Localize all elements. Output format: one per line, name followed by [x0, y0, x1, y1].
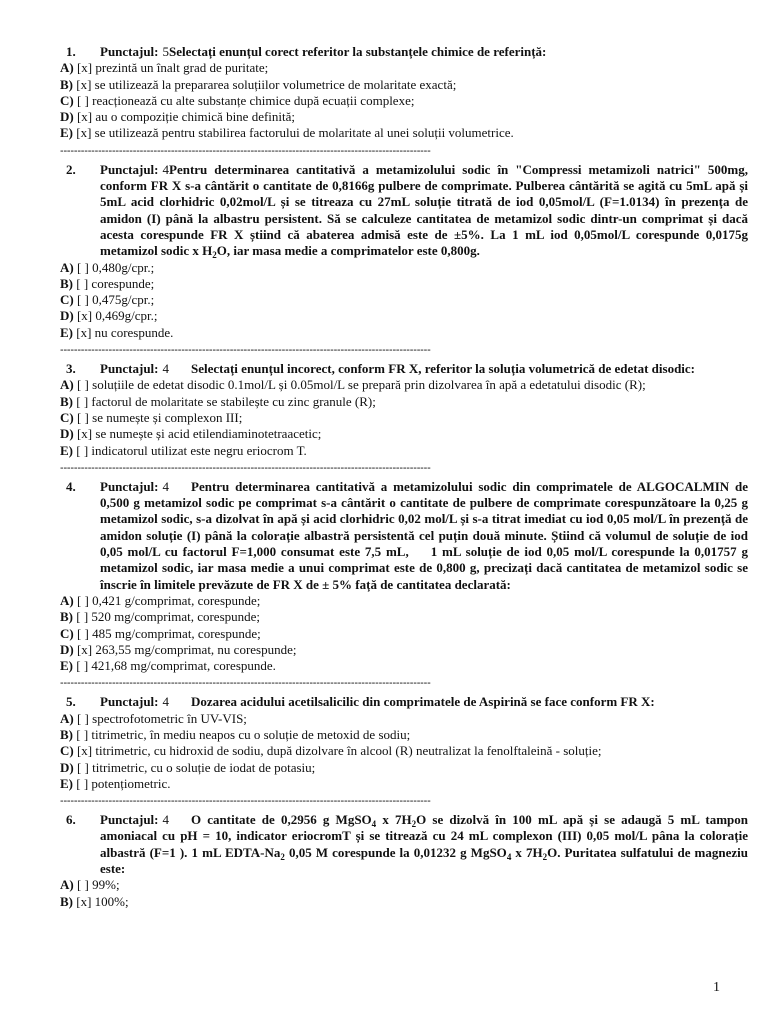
points-value: 4 [162, 361, 169, 377]
question-5-statement [60, 694, 748, 710]
option-e: E) [x] nu corespunde. [60, 324, 174, 340]
subscript: 4 [506, 851, 512, 862]
option-d: D) [ ] titrimetric, cu o soluție de iodat de potasiu; [60, 759, 316, 775]
points-value: 4 [162, 812, 169, 828]
points-label: Punctajul: [100, 694, 159, 710]
separator-line: ----------------------------------------------------------------------------------------------------------- [60, 795, 431, 808]
question-3 [60, 361, 748, 459]
question-text: Selectați enunțul incorect, conform FR X, referitor la soluția volumetrică de edetat disodic: [191, 361, 696, 377]
option-d: D) [x] au o compoziție chimică bine definită; [60, 109, 296, 125]
points-label: Punctajul: [100, 161, 159, 177]
question-number: 1. [66, 44, 76, 59]
option-d: D) [x] se numește și acid etilendiaminotetraacetic; [60, 426, 322, 442]
question-text-cont: O. Puritatea sulfatului de magneziu este: [100, 844, 748, 877]
question-number: 4. [66, 478, 76, 494]
option-c: C) [ ] reacționează cu alte substanțe chimice după ecuații complexe; [60, 92, 415, 108]
option-c: C) [x] titrimetric, cu hidroxid de sodiu, după dizolvare în alcool (R) neutralizat la fenolftaleină - soluție; [60, 743, 602, 759]
points-label: Punctajul: [100, 44, 159, 59]
question-3-statement [60, 361, 748, 377]
question-number: 3. [66, 361, 76, 377]
option-a: A) [ ] 99%; [60, 877, 120, 893]
points-value: 4 [162, 694, 169, 710]
question-text: Selectați enunțul corect referitor la substanțele chimice de referință: [169, 44, 547, 59]
question-4 [60, 479, 748, 675]
option-c: C) [ ] 485 mg/comprimat, corespunde; [60, 625, 261, 641]
option-b: B) [ ] 520 mg/comprimat, corespunde; [60, 609, 261, 625]
points-label: Punctajul: [100, 478, 159, 494]
question-text: O cantitate de 0,2956 g MgSO [191, 812, 372, 828]
subscript: 2 [411, 819, 417, 830]
option-a: A) [x] prezintă un înalt grad de puritate; [60, 60, 269, 76]
question-text-cont: 0,05 M corespunde la 0,01232 g MgSO [284, 844, 507, 860]
option-b: B) [x] se utilizează la prepararea soluțiilor volumetrice de molaritate exactă; [60, 76, 457, 92]
question-text-cont: 1 mL soluție de iod 0,05 mol/L corespunde la 0,01757 g metamizol sodic, iar masa medie a unui comprimat este de 0,800 g, precizați dacă cantitatea de metamizol sodic se înscrie în limitele prevăzute de FR X de ± 5% față de cantitatea declarată: [100, 544, 748, 592]
question-text-cont: x 7H [376, 812, 412, 828]
option-c: C) [ ] se numește și complexon III; [60, 409, 243, 425]
question-2-statement [60, 162, 748, 260]
option-c: C) [ ] 0,475g/cpr.; [60, 292, 155, 308]
separator-line: ----------------------------------------------------------------------------------------------------------- [60, 677, 431, 690]
question-5 [60, 694, 748, 792]
question-text-cont: O, iar masa medie a comprimatelor este 0,800g. [216, 243, 480, 259]
option-b: B) [ ] factorul de molaritate se stabilește cu zinc granule (R); [60, 393, 376, 409]
option-b: B) [ ] titrimetric, în mediu neapos cu o soluție de metoxid de sodiu; [60, 726, 411, 742]
question-1 [60, 44, 748, 142]
separator-line: ----------------------------------------------------------------------------------------------------------- [60, 461, 431, 474]
question-6 [60, 812, 748, 910]
option-a: A) [ ] 0,480g/cpr.; [60, 259, 155, 275]
question-number: 2. [66, 161, 76, 177]
option-e: E) [x] se utilizează pentru stabilirea factorului de molaritate al unei soluții volumetrice. [60, 125, 514, 141]
page-number: 1 [713, 980, 720, 995]
subscript: 2 [212, 250, 217, 261]
question-number: 5. [66, 694, 76, 710]
question-text: Pentru determinarea cantitativă a metamizolului sodic din comprimatele de ALGOCALMIN de 0,500 g metamizol sodic pe comprimat s-a cântărit o cantitate de pulbere de comprimate corespunzătoare la 0,25 g metamizol sodic, s-a dizolvat în apă și acid clorhidric 0,02 mol/L și s-a titrat imediat cu iod 0,05 mol/L în prezență de amidon soluție (I) până la colorație albastră persistentă cel puțin două minute. Știind că volumul de soluție de iod 0,05 mol/L cu factorul F=1,000 consumat este 7,5 mL, [100, 478, 748, 560]
points-label: Punctajul: [100, 361, 159, 377]
question-number: 6. [66, 812, 76, 828]
points-value: 4 [162, 161, 169, 177]
option-a: A) [ ] soluțiile de edetat disodic 0.1mol/L și 0.05mol/L se prepară prin dizolvarea în apă a edetatului disodic (R); [60, 377, 646, 393]
question-4-statement [60, 479, 748, 593]
option-a: A) [ ] 0,421 g/comprimat, corespunde; [60, 592, 261, 608]
points-value: 4 [162, 478, 169, 494]
question-2 [60, 162, 748, 341]
question-text-cont: O se dizolvă în 100 mL apă și se adaugă 5 mL tampon amoniacal cu pH = 10, indicator eriocromT și se titrează cu 24 mL complexon (III) 0,05 mol/L pâna la colorație albastră (F=1 ). 1 mL EDTA-Na [100, 812, 748, 860]
separator-line: ----------------------------------------------------------------------------------------------------------- [60, 144, 431, 157]
option-e: E) [ ] 421,68 mg/comprimat, corespunde. [60, 658, 276, 674]
question-1-statement [60, 44, 748, 60]
separator-line: ----------------------------------------------------------------------------------------------------------- [60, 344, 431, 357]
subscript: 2 [542, 851, 548, 862]
option-b: B) [ ] corespunde; [60, 275, 155, 291]
question-text-cont: x 7H [511, 844, 543, 860]
option-e: E) [ ] potențiometric. [60, 775, 171, 791]
points-label: Punctajul: [100, 812, 159, 828]
question-6-statement [60, 812, 748, 877]
option-b: B) [x] 100%; [60, 893, 129, 909]
question-text: Dozarea acidului acetilsalicilic din comprimatele de Aspirină se face conform FR X: [191, 694, 655, 710]
option-d: D) [x] 263,55 mg/comprimat, nu corespunde; [60, 641, 297, 657]
option-a: A) [ ] spectrofotometric în UV-VIS; [60, 710, 247, 726]
option-d: D) [x] 0,469g/cpr.; [60, 308, 158, 324]
question-text: Pentru determinarea cantitativă a metamizolului sodic în "Compressi metamizoli natrici" 500mg, conform FR X s-a cântărit o cantitate de 0,8166g pulbere de comprimate. Pulberea cântărită se agită cu 5mL apă și 5mL acid clorhidric 0,02mol/L și se titreaza cu 27mL soluție titrată de iod 0,05mol/L (F=1.0134) în prezența de amidon (I) până la albastru persistent. Să se calculeze cantitatea de metamizol sodic dintr-un comprimat și dacă acesta corespunde FR X știind că abaterea admisă este de ±5%. La 1 mL iod 0,05mol/L corespunde 0,0175g metamizol sodic x H [100, 161, 748, 259]
subscript: 2 [280, 851, 285, 862]
points-value: 5 [162, 44, 169, 59]
option-e: E) [ ] indicatorul utilizat este negru eriocrom T. [60, 442, 307, 458]
subscript: 4 [371, 819, 377, 830]
